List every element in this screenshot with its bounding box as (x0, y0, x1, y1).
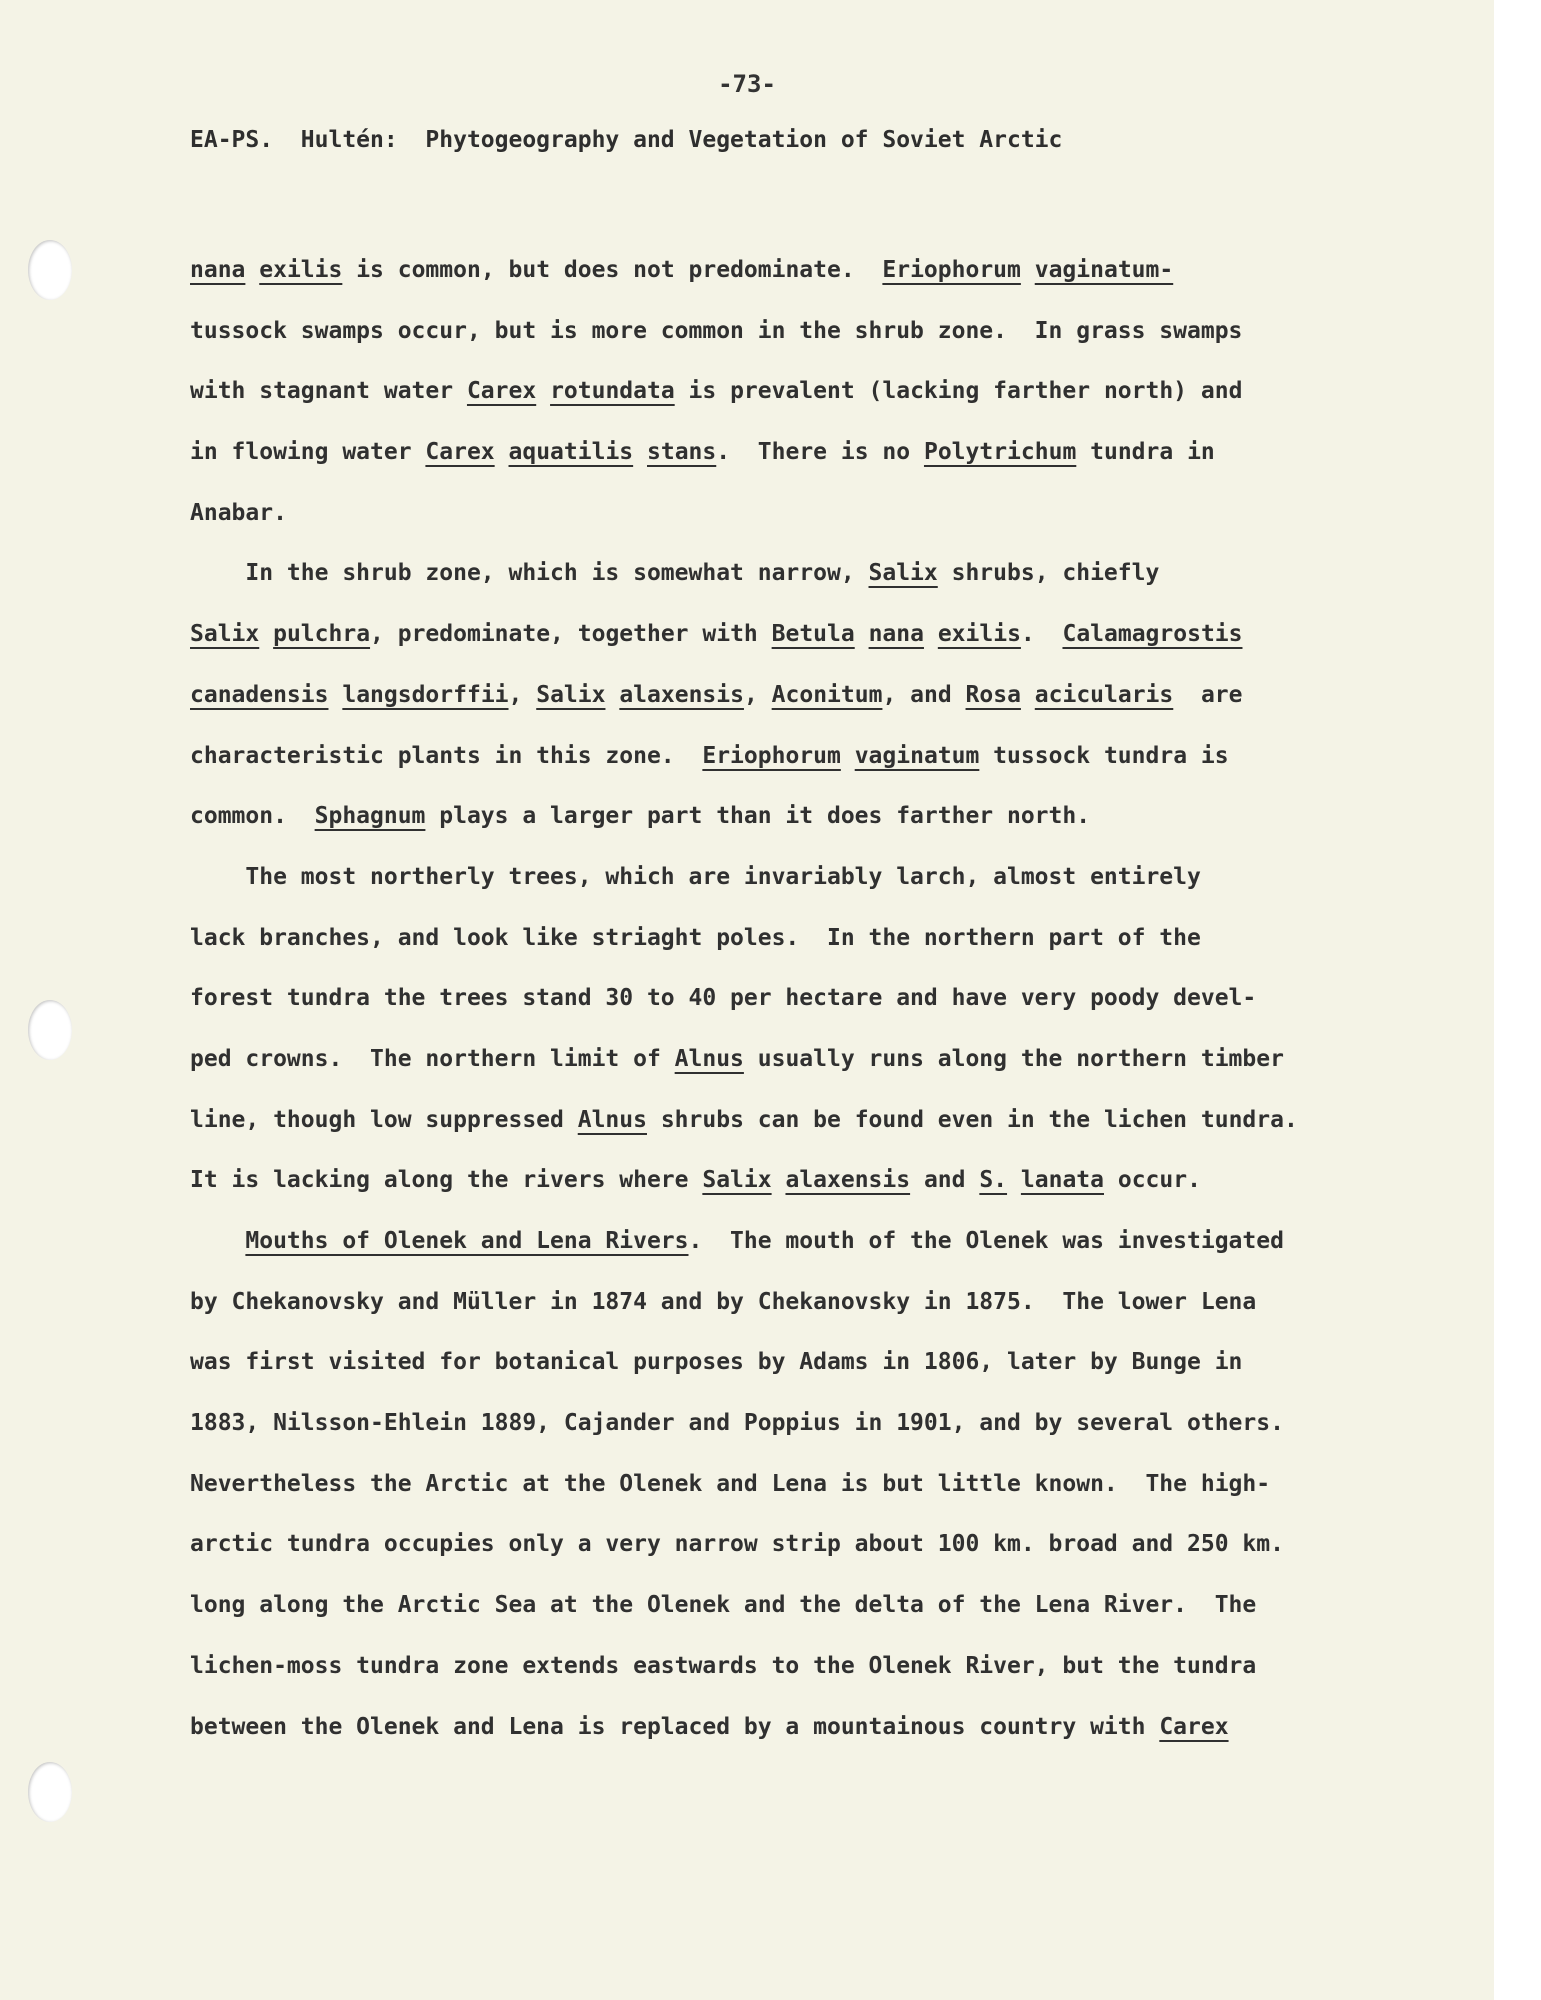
text-segment: between the Olenek and Lena is replaced by a mountainous country with (190, 1713, 1160, 1740)
text-segment: line, though low suppressed (190, 1106, 578, 1133)
underlined-term: Mouths of Olenek and Lena Rivers (245, 1228, 689, 1254)
underlined-term: Polytrichum (923, 439, 1077, 466)
underlined-term: nana (190, 257, 246, 283)
text-segment: long along the Arctic Sea at the Olenek and the delta of the Lena River. The (190, 1592, 1257, 1619)
text-segment: , and (882, 681, 966, 708)
punch-hole (28, 1762, 72, 1822)
text-segment: ped crowns. The northern limit of (190, 1045, 675, 1072)
text-segment: . (1020, 621, 1063, 648)
text-line (190, 786, 1410, 847)
punch-hole (28, 240, 72, 300)
text-line (190, 1575, 1410, 1636)
text-segment: shrubs can be found even in the lichen tundra. (646, 1106, 1298, 1133)
text-line (190, 968, 1410, 1029)
text-line (190, 847, 1410, 908)
underlined-term: Eriophorum (702, 742, 841, 769)
text-segment (772, 1167, 786, 1193)
underlined-term: acicularis (1034, 681, 1174, 708)
text-segment: forest tundra the trees stand 30 to 40 per hectare and have very poody devel- (190, 985, 1257, 1012)
underlined-term: aquatilis (508, 439, 634, 466)
text-segment: usually runs along the northern timber (743, 1045, 1284, 1072)
text-line (190, 1272, 1410, 1333)
underlined-term: exilis (937, 621, 1021, 648)
underlined-term: Alnus (577, 1106, 647, 1133)
text-segment: common. (190, 803, 315, 830)
text-line (190, 483, 1410, 544)
underlined-term: stans (647, 439, 717, 466)
underlined-term: lanata (1020, 1167, 1104, 1194)
text-line (190, 1090, 1410, 1151)
underlined-term: S. (979, 1167, 1008, 1194)
running-head: EA-PS. Hultén: Phytogeography and Vegetation of Soviet Arctic (190, 127, 1063, 153)
text-line (190, 604, 1410, 665)
text-segment (633, 439, 647, 465)
scan-margin (1494, 0, 1541, 2000)
text-segment: is prevalent (lacking farther north) and (674, 378, 1243, 405)
text-line (190, 1636, 1410, 1697)
text-segment (536, 378, 550, 404)
underlined-term: Rosa (965, 681, 1021, 708)
underlined-term: vaginatum- (1034, 257, 1174, 283)
underlined-term: canadensis (190, 681, 329, 708)
text-segment: and (910, 1167, 980, 1194)
text-segment: by Chekanovsky and Müller in 1874 and by Chekanovsky in 1875. The lower Lena (190, 1288, 1257, 1315)
underlined-term: pulchra (273, 621, 371, 648)
text-segment: The most northerly trees, which are invariably larch, almost entirely (190, 863, 1201, 890)
underlined-term: Sphagnum (314, 803, 426, 830)
text-segment (855, 621, 869, 647)
text-line (190, 726, 1410, 787)
text-segment: . There is no (716, 439, 924, 466)
text-segment (841, 743, 855, 769)
punch-hole (28, 1000, 72, 1060)
text-segment (190, 1228, 245, 1254)
text-segment: characteristic plants in this zone. (190, 742, 703, 769)
text-segment: , (508, 681, 537, 708)
underlined-term: Salix (536, 681, 606, 708)
text-segment: lichen-moss tundra zone extends eastwards to the Olenek River, but the tundra (190, 1652, 1257, 1679)
text-segment: was first visited for botanical purposes by Adams in 1806, later by Bunge in (190, 1349, 1243, 1376)
text-segment: lack branches, and look like striaght poles. In the northern part of the (190, 924, 1201, 951)
text-segment (605, 682, 619, 708)
text-line (190, 301, 1410, 362)
text-line (190, 908, 1410, 969)
text-segment: tussock swamps occur, but is more common in the shrub zone. In grass swamps (190, 317, 1243, 344)
text-line (190, 1211, 1410, 1272)
text-line (190, 1332, 1410, 1393)
text-segment: is common, but does not predominate. (342, 257, 883, 283)
text-segment (259, 621, 273, 647)
text-line (190, 1454, 1410, 1515)
underlined-term: Alnus (674, 1045, 744, 1072)
underlined-term: Eriophorum (882, 257, 1021, 283)
text-segment (924, 621, 938, 647)
text-segment: In the shrub zone, which is somewhat narrow, (190, 560, 869, 587)
text-line (190, 665, 1410, 726)
page-number: -73- (718, 70, 776, 98)
text-segment: plays a larger part than it does farther north. (425, 803, 1091, 830)
text-line (190, 1514, 1410, 1575)
underlined-term: rotundata (550, 378, 675, 405)
text-line (190, 240, 1410, 301)
text-segment: tussock tundra is (979, 742, 1229, 769)
underlined-term: langsdorffii (342, 681, 509, 708)
text-segment: with stagnant water (190, 378, 467, 405)
underlined-term: Carex (1159, 1713, 1229, 1740)
body-text (190, 240, 1410, 1757)
text-line (190, 422, 1410, 483)
text-segment: shrubs, chiefly (937, 560, 1160, 587)
text-segment (1007, 1167, 1021, 1193)
text-segment: It is lacking along the rivers where (190, 1167, 703, 1194)
text-line (190, 361, 1410, 422)
underlined-term: Salix (868, 560, 938, 587)
text-segment: Nevertheless the Arctic at the Olenek and Lena is but little known. The high- (190, 1470, 1271, 1497)
text-line (190, 543, 1410, 604)
underlined-term: vaginatum (854, 742, 980, 769)
text-segment (495, 439, 509, 465)
text-line (190, 1697, 1410, 1758)
underlined-term: exilis (259, 257, 343, 283)
underlined-term: Carex (425, 439, 495, 466)
text-segment: in flowing water (190, 439, 426, 466)
text-segment: are (1173, 681, 1243, 708)
underlined-term: alaxensis (785, 1167, 911, 1194)
text-segment (1021, 682, 1035, 708)
underlined-term: Calamagrostis (1062, 621, 1243, 648)
underlined-term: nana (868, 621, 924, 648)
text-segment (328, 682, 342, 708)
text-segment: arctic tundra occupies only a very narrow strip about 100 km. broad and 250 km. (190, 1531, 1284, 1558)
underlined-term: alaxensis (619, 681, 744, 708)
underlined-term: Carex (466, 378, 537, 405)
text-segment: tundra in (1076, 439, 1215, 466)
text-segment: Anabar. (190, 499, 287, 526)
underlined-term: Aconitum (771, 681, 883, 708)
text-segment: , predominate, together with (370, 621, 772, 648)
underlined-term: Salix (702, 1167, 772, 1194)
text-segment (245, 257, 259, 283)
underlined-term: Betula (771, 621, 855, 648)
text-segment (1021, 257, 1035, 283)
text-segment: , (743, 681, 772, 708)
text-segment: occur. (1104, 1167, 1201, 1194)
text-segment: . The mouth of the Olenek was investigated (688, 1228, 1284, 1254)
underlined-term: Salix (190, 621, 260, 648)
text-line (190, 1029, 1410, 1090)
text-line (190, 1150, 1410, 1211)
text-line (190, 1393, 1410, 1454)
text-segment: 1883, Nilsson-Ehlein 1889, Cajander and Poppius in 1901, and by several others. (190, 1410, 1284, 1437)
